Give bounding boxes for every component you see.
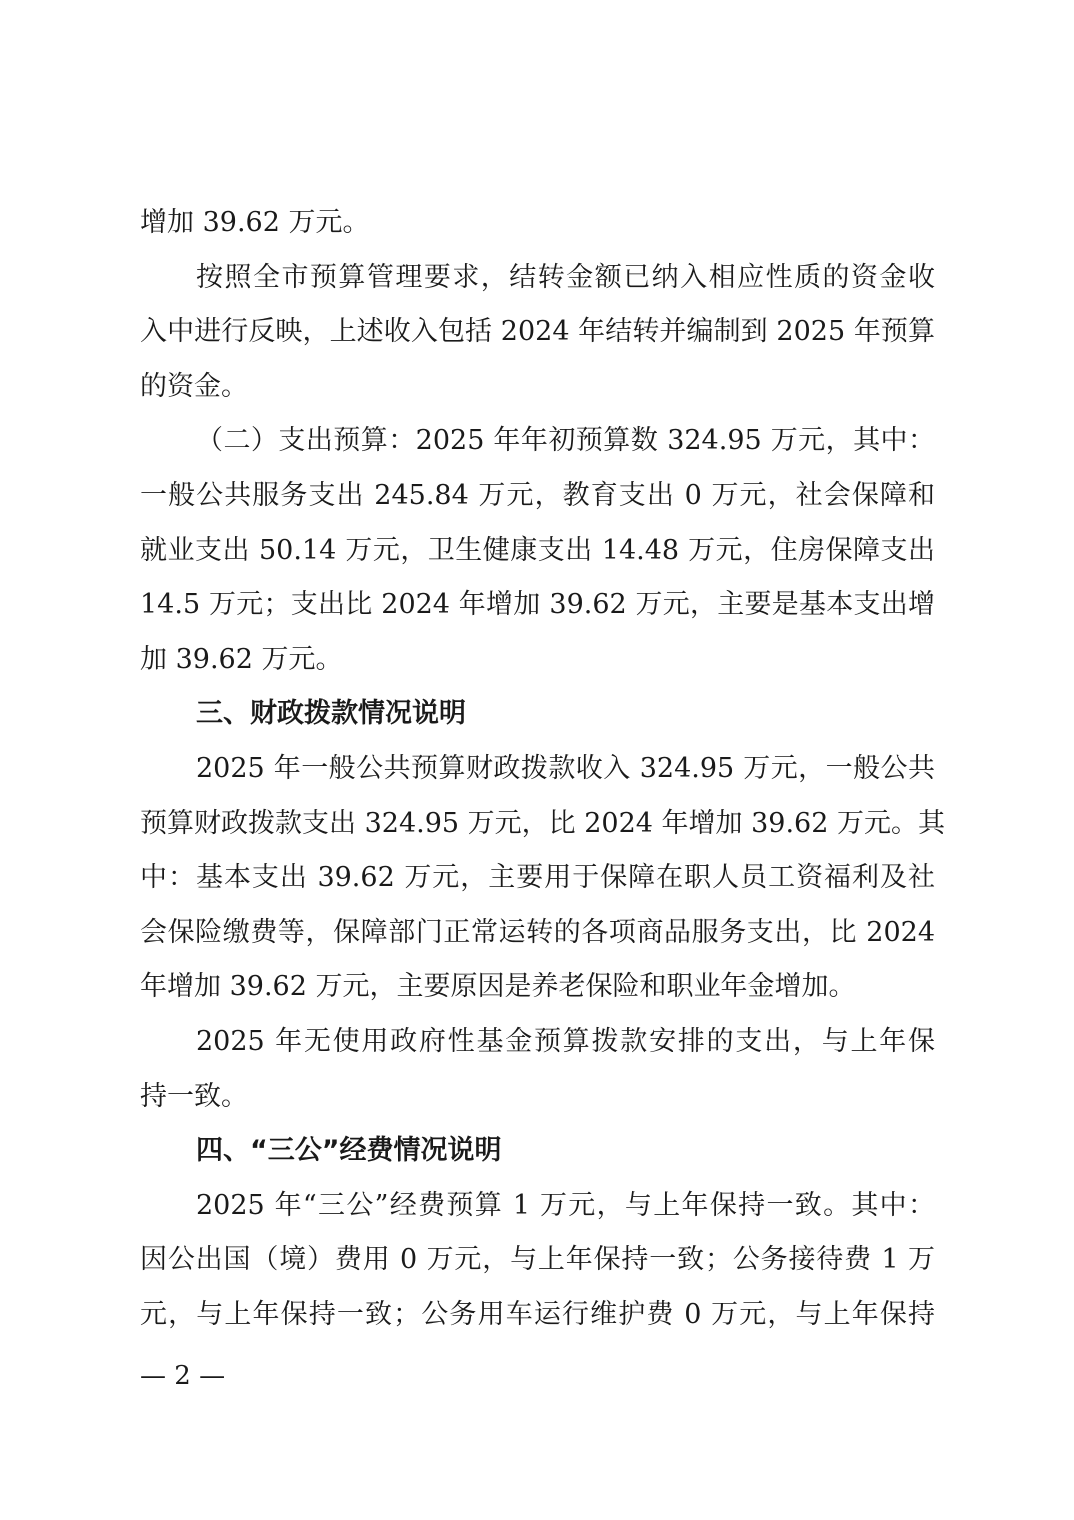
paragraph-line: 增加 39.62 万元。 [140, 207, 370, 238]
paragraph-line: 就业支出 50.14 万元，卫生健康支出 14.48 万元，住房保障支出 [140, 534, 935, 566]
paragraph-line: 入中进行反映，上述收入包括 2024 年结转并编制到 2025 年预算 [140, 316, 935, 348]
page-number: — 2 — [140, 1361, 226, 1391]
document-body [140, 196, 945, 1342]
paragraph-line: 的资金。 [140, 370, 248, 402]
paragraph-line: 按照全市预算管理要求，结转金额已纳入相应性质的资金收 [196, 261, 935, 293]
paragraph-line: 持一致。 [140, 1080, 248, 1112]
section-heading: 四、“三公”经费情况说明 [196, 1135, 502, 1167]
paragraph-line: 一般公共服务支出 245.84 万元，教育支出 0 万元，社会保障和 [140, 479, 935, 511]
paragraph-line: 14.5 万元；支出比 2024 年增加 39.62 万元，主要是基本支出增 [140, 589, 935, 621]
paragraph-line: 加 39.62 万元。 [140, 643, 343, 675]
paragraph-line: 年增加 39.62 万元，主要原因是养老保险和职业年金增加。 [140, 971, 856, 1003]
paragraph-line: 2025 年一般公共预算财政拨款收入 324.95 万元，一般公共 [196, 752, 935, 784]
paragraph-line: 2025 年无使用政府性基金预算拨款安排的支出，与上年保 [196, 1025, 935, 1057]
paragraph-line: 元，与上年保持一致；公务用车运行维护费 0 万元，与上年保持 [140, 1298, 935, 1330]
paragraph-line: 中：基本支出 39.62 万元，主要用于保障在职人员工资福利及社 [140, 862, 935, 894]
section-heading: 三、财政拨款情况说明 [196, 698, 466, 730]
paragraph-line: 预算财政拨款支出 324.95 万元，比 2024 年增加 39.62 万元。其 [140, 807, 945, 839]
paragraph-line: 会保险缴费等，保障部门正常运转的各项商品服务支出，比 2024 [140, 916, 935, 948]
paragraph-line: 2025 年“三公”经费预算 1 万元，与上年保持一致。其中： [196, 1189, 935, 1221]
paragraph-line: 因公出国（境）费用 0 万元，与上年保持一致；公务接待费 1 万 [140, 1244, 935, 1276]
paragraph-line: （二）支出预算：2025 年年初预算数 324.95 万元，其中： [196, 425, 935, 457]
